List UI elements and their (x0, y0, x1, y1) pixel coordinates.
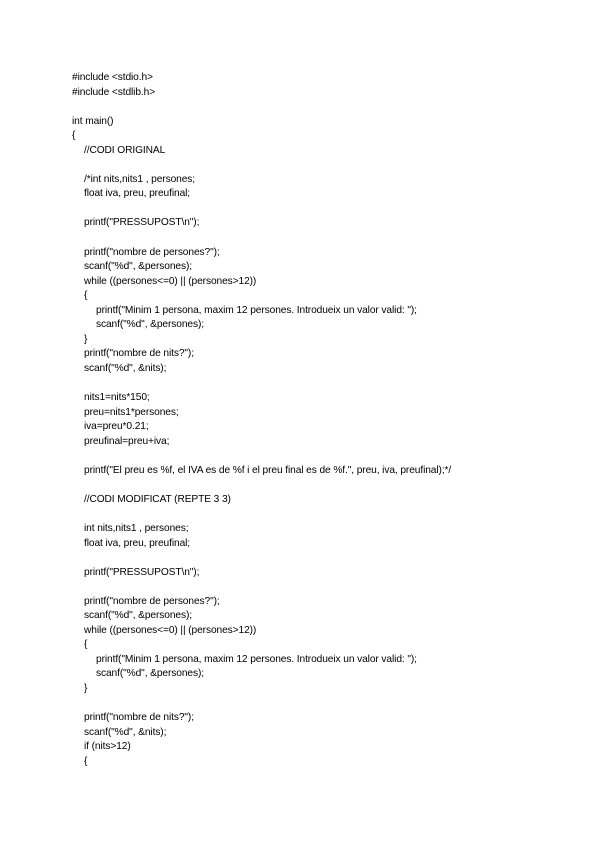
code-line: { (84, 290, 88, 302)
code-line: printf("nombre de nits?"); (84, 348, 194, 360)
code-line: #include <stdlib.h> (72, 86, 156, 98)
code-line: /*int nits,nits1 , persones; (84, 173, 196, 185)
code-listing (72, 71, 572, 769)
blank-line (72, 697, 572, 712)
code-line: int main() (72, 115, 114, 127)
code-line: while ((persones<=0) || (persones>12)) (84, 624, 257, 636)
code-line: printf("PRESSUPOST\n"); (84, 217, 200, 229)
code-line: } (84, 682, 88, 694)
code-line: } (84, 333, 88, 345)
code-line: printf("El preu es %f, el IVA es de %f i el preu final es de %f.", preu, iva, preufinal);*/ (84, 464, 452, 476)
code-line: float iva, preu, preufinal; (84, 537, 191, 549)
code-line: scanf("%d", &nits); (84, 362, 167, 374)
code-line: #include <stdio.h> (72, 72, 153, 83)
code-line: float iva, preu, preufinal; (84, 188, 191, 200)
code-line: int nits,nits1 , persones; (84, 522, 189, 534)
code-line: //CODI ORIGINAL (84, 144, 166, 156)
code-line: scanf("%d", &persones); (96, 668, 204, 680)
code-line: printf("PRESSUPOST\n"); (84, 566, 200, 578)
code-line: printf("Minim 1 persona, maxim 12 persones. Introdueix un valor valid: "); (96, 304, 417, 316)
code-line: { (72, 130, 76, 142)
code-line: { (84, 639, 88, 651)
blank-line (72, 507, 572, 522)
blank-line (72, 100, 572, 115)
code-line: scanf("%d", &persones); (96, 319, 204, 331)
blank-line (72, 580, 572, 595)
code-line: printf("nombre de persones?"); (84, 246, 220, 258)
blank-line (72, 449, 572, 464)
code-line: scanf("%d", &nits); (84, 726, 167, 738)
blank-line (72, 551, 572, 566)
code-line: if (nits>12) (84, 741, 131, 753)
code-line: while ((persones<=0) || (persones>12)) (84, 275, 257, 287)
code-line: scanf("%d", &persones); (84, 610, 192, 622)
code-line: iva=preu*0.21; (84, 421, 149, 433)
code-line: nits1=nits*150; (84, 392, 150, 404)
code-line: preufinal=preu+iva; (84, 435, 170, 447)
code-line: //CODI MODIFICAT (REPTE 3 3) (84, 493, 231, 505)
blank-line (72, 478, 572, 493)
code-line: printf("nombre de nits?"); (84, 712, 194, 724)
blank-line (72, 231, 572, 246)
code-line: scanf("%d", &persones); (84, 261, 192, 273)
code-line: printf("Minim 1 persona, maxim 12 persones. Introdueix un valor valid: "); (96, 653, 417, 665)
blank-line (72, 158, 572, 173)
code-line: printf("nombre de persones?"); (84, 595, 220, 607)
code-line: { (84, 755, 88, 767)
blank-line (72, 376, 572, 391)
blank-line (72, 202, 572, 217)
code-line: preu=nits1*persones; (84, 406, 179, 418)
